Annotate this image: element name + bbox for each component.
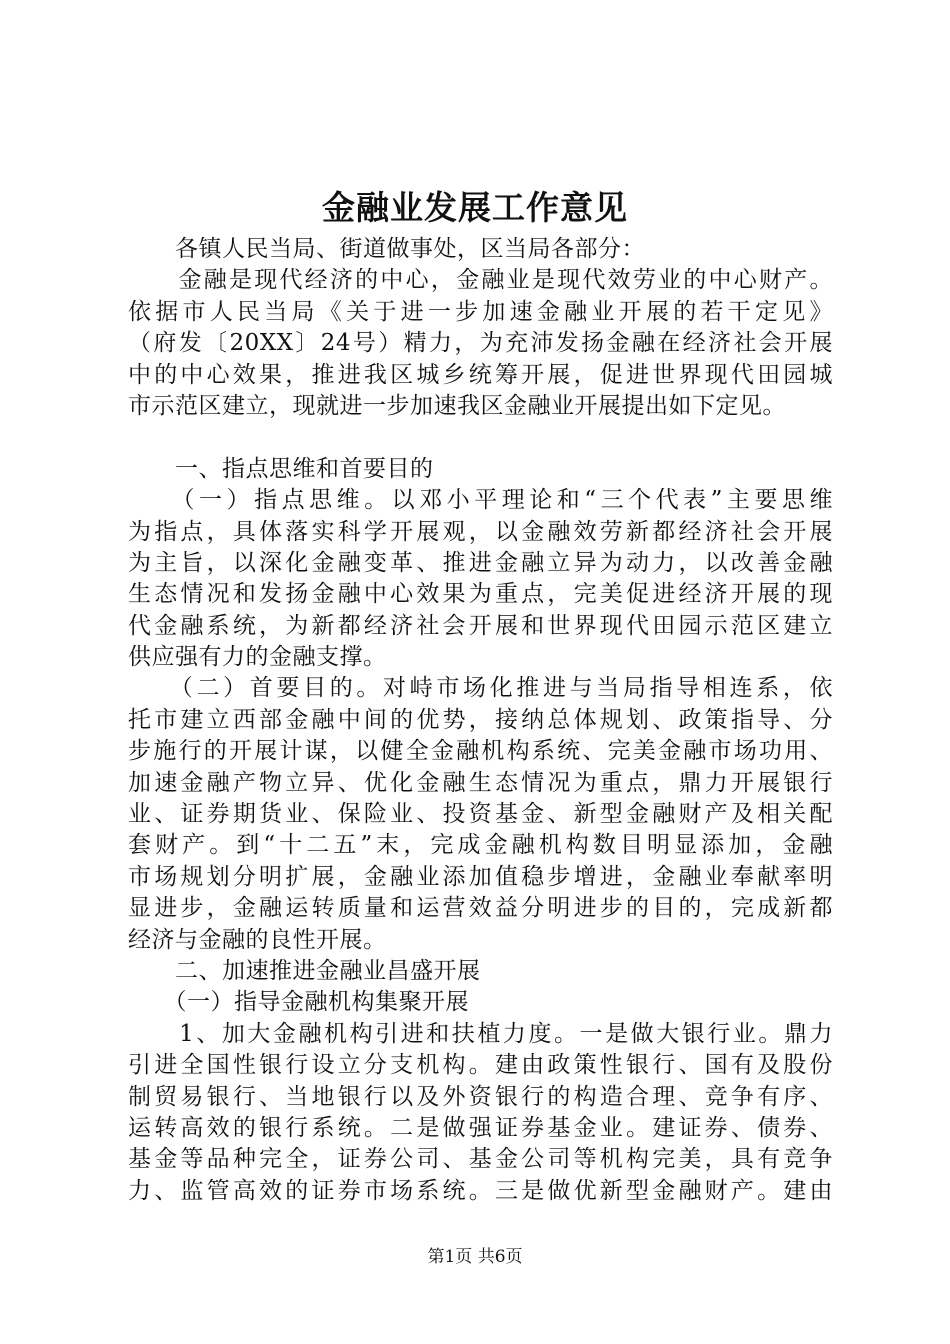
- body-line: 经济与金融的良性开展。: [128, 926, 387, 953]
- body-line: 运转高效的银行系统。二是做强证券基金业。建证券、债券、: [128, 1114, 833, 1141]
- body-line: 套财产。到“十二五”末，完成金融机构数目明显添加，金融: [128, 832, 833, 859]
- paragraph-gap: [128, 422, 833, 453]
- page-number-footer: 第1页 共6页: [427, 1247, 523, 1267]
- body-line: 金融是现代经济的中心，金融业是现代效劳业的中心财产。: [128, 267, 833, 294]
- body-line: （一）指点思维。以邓小平理论和“三个代表”主要思维: [128, 487, 833, 514]
- body-line: 中的中心效果，推进我区城乡统筹开展，促进世界现代田园城: [128, 361, 833, 388]
- body-line: （一）指导金融机构集聚开展: [128, 989, 469, 1016]
- body-line: 一、指点思维和首要目的: [128, 455, 434, 482]
- document-body: [128, 234, 833, 1207]
- body-line: 供应强有力的金融支撑。: [128, 644, 387, 671]
- body-line: 基金等品种完全，证券公司、基金公司等机构完美，具有竞争: [128, 1146, 833, 1173]
- document-title: 金融业发展工作意见: [322, 188, 628, 227]
- body-line: 加速金融产物立异、优化金融生态情况为重点，鼎力开展银行: [128, 769, 833, 796]
- body-line: 步施行的开展计谋，以健全金融机构系统、完美金融市场功用、: [128, 738, 833, 765]
- body-line: 市场规划分明扩展，金融业添加值稳步增进，金融业奉献率明: [128, 863, 833, 890]
- body-line: 为主旨，以深化金融变革、推进金融立异为动力，以改善金融: [128, 549, 833, 576]
- body-line: 制贸易银行、当地银行以及外资银行的构造合理、竞争有序、: [128, 1083, 833, 1110]
- body-line: 代金融系统，为新都经济社会开展和世界现代田园示范区建立: [128, 612, 833, 639]
- body-line: 生态情况和发扬金融中心效果为重点，完美促进经济开展的现: [128, 581, 833, 608]
- body-line: 各镇人民当局、街道做事处，区当局各部分：: [128, 236, 645, 262]
- body-line: （二）首要目的。对峙市场化推进与当局指导相连系，依: [128, 675, 833, 702]
- body-line: 1、加大金融机构引进和扶植力度。一是做大银行业。鼎力: [128, 1020, 833, 1047]
- body-line: 业、证券期货业、保险业、投资基金、新型金融财产及相关配: [128, 801, 833, 828]
- body-line: 为指点，具体落实科学开展观，以金融效劳新都经济社会开展: [128, 518, 833, 545]
- body-line: 托市建立西部金融中间的优势，接纳总体规划、政策指导、分: [128, 706, 833, 733]
- body-line: 依据市人民当局《关于进一步加速金融业开展的若干定见》: [128, 298, 833, 325]
- body-line: 引进全国性银行设立分支机构。建由政策性银行、国有及股份: [128, 1052, 833, 1079]
- body-line: 显进步，金融运转质量和运营效益分明进步的目的，完成新都: [128, 895, 833, 922]
- body-line: 市示范区建立，现就进一步加速我区金融业开展提出如下定见。: [128, 392, 786, 419]
- body-line: 二、加速推进金融业昌盛开展: [128, 957, 481, 984]
- body-line: （府发〔20XX〕24号）精力，为充沛发扬金融在经济社会开展: [128, 330, 833, 357]
- body-line: 力、监管高效的证券市场系统。三是做优新型金融财产。建由: [128, 1177, 833, 1204]
